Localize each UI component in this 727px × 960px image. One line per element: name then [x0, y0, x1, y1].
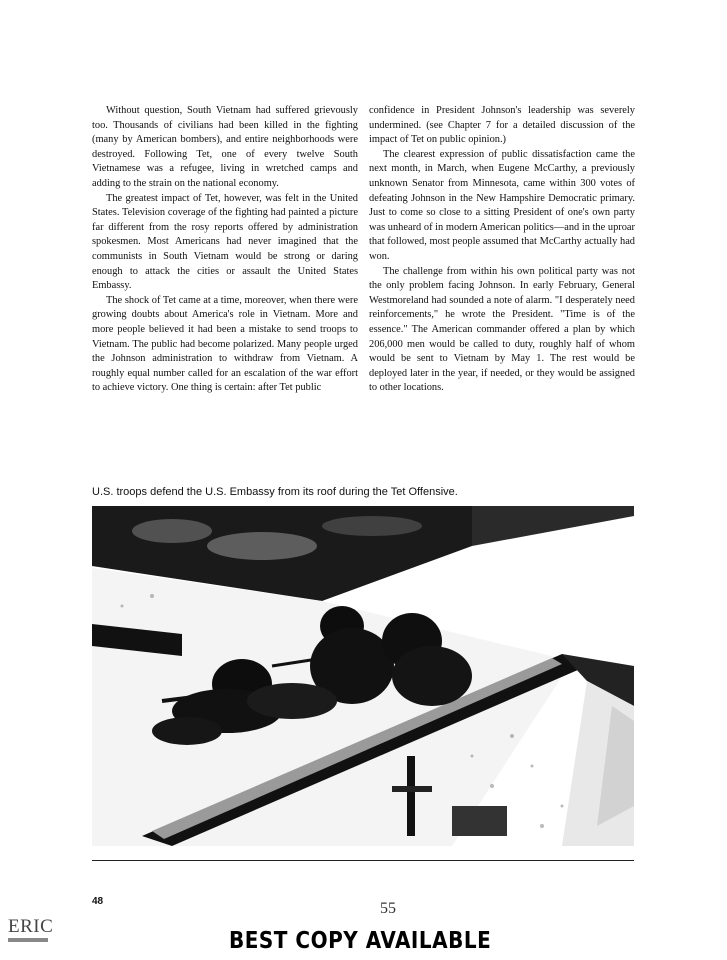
photo-caption: U.S. troops defend the U.S. Embassy from its roof during the Tet Offensive. — [92, 486, 458, 498]
rooftop-photo-icon — [92, 506, 634, 846]
paragraph: The challenge from within his own political party was not the only problem facing Johnson. In early February, General Westmoreland had sounded a note of alarm. "I desperately need reinforcements," he wrote the President. "Time is of the essence." The American commander offered a plan by which 206,000 men would be called to duty, roughly half of whom would be sent to Vietnam by May 1. The rest would be deployed later in the year, if needed, or they would be assigned to other locations. — [369, 265, 635, 394]
paragraph: The shock of Tet came at a time, moreover, when there were growing doubts about America's role in Vietnam. More and more people believed it had been a mistake to send troops to Vietnam. The public had become polarized. Many people urged the Johnson administration to withdraw from Vietnam. A roughly equal number called for an escalation of the war effort to achieve victory. One thing is certain: after Tet public — [92, 294, 358, 394]
stamp-number: 55 — [380, 900, 396, 917]
paragraph: Without question, South Vietnam had suffered grievously too. Thousands of civilians had been killed in the fighting (many by American bombers), and entire neighborhoods were destroyed. Following Tet, one of every twelve South Vietnamese was a refugee, living in wretched camps and adding to the strain on the national economy. — [92, 105, 358, 189]
left-column — [92, 104, 358, 396]
embassy-roof-photo — [92, 506, 634, 846]
right-column — [369, 104, 635, 396]
best-copy-stamp: BEST COPY AVAILABLE — [229, 926, 492, 954]
footer-rule — [92, 860, 634, 861]
eric-logo-text: ERIC — [8, 916, 54, 937]
paragraph: The clearest expression of public dissatisfaction came the next month, in March, when Eugene McCarthy, a previously unknown Senator from Minnesota, came within 300 votes of defeating Johnson in the New Hampshire Democratic primary. Just to come so close to a sitting President of one's own party was unheard of in modern American politics—and in the uproar that followed, most people assumed that McCarthy actually had won. — [369, 148, 635, 262]
eric-logo-bar — [8, 938, 48, 942]
page-number: 48 — [92, 896, 104, 907]
paragraph: The greatest impact of Tet, however, was felt in the United States. Television coverage of the fighting had painted a picture far different from the rosy reports offered by administration spokesmen. Most Americans had never imagined that the communists in South Vietnam would be strong or daring enough to attack the cities or assault the United States Embassy. — [92, 192, 358, 292]
paragraph: confidence in President Johnson's leadership was severely undermined. (see Chapter 7 for a detailed discussion of the impact of Tet on public opinion.) — [369, 105, 635, 146]
eric-logo — [6, 908, 52, 948]
